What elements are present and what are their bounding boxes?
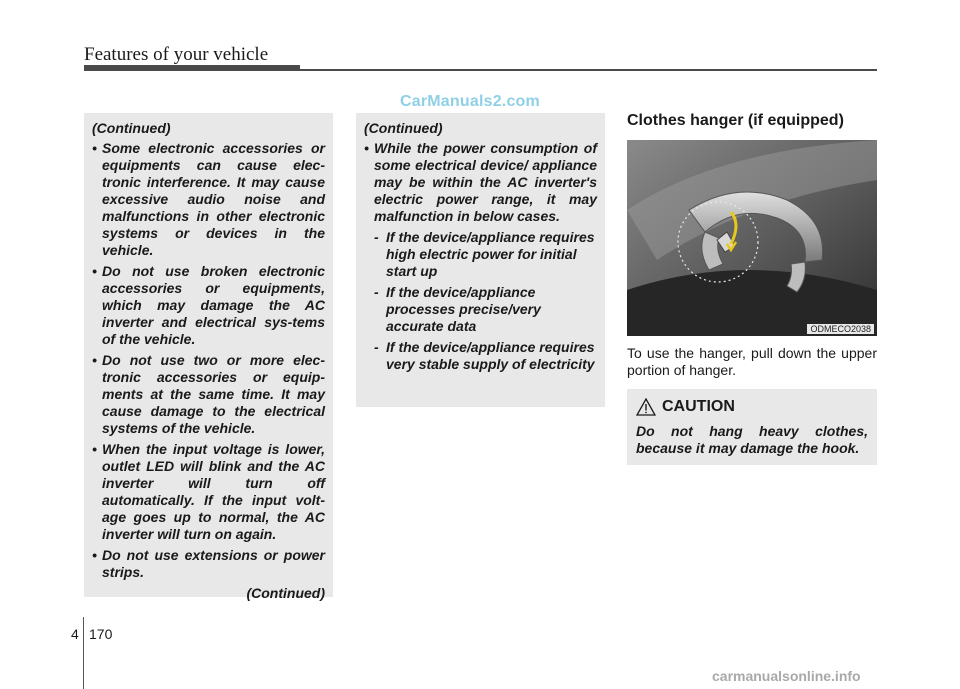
bullet-item: • Do not use two or more elec-tronic accessories or equip-ments at the same time. It may cause damage to the electrical systems of the vehicle. bbox=[92, 352, 325, 437]
sub-item bbox=[364, 229, 597, 280]
figure-caption: ODMECO2038 bbox=[807, 324, 874, 334]
continued-box-left bbox=[84, 113, 333, 601]
caution-title: CAUTION bbox=[662, 398, 735, 415]
page-number: 170 bbox=[89, 626, 113, 642]
section-title: Clothes hanger (if equipped) bbox=[627, 112, 844, 129]
sub-item-text: If the device/appliance requires very stable supply of electricity bbox=[386, 339, 595, 372]
chapter-number: 4 bbox=[71, 626, 79, 642]
continued-label-top: (Continued) bbox=[364, 120, 443, 136]
clothes-hanger-figure bbox=[627, 140, 877, 336]
continued-label-bottom: (Continued) bbox=[246, 585, 325, 601]
header-rule-thick bbox=[84, 65, 300, 71]
bullet-item: • While the power consumption of some electrical device/ appliance may be within the AC inverter's electric power range, it may malfunction in below cases. bbox=[364, 140, 597, 225]
bullet-item: • When the input voltage is lower, outlet LED will blink and the AC inverter will turn off automatically. If the input volt-age goes up to normal, the AC inverter will turn on again. bbox=[92, 441, 325, 543]
hanger-illustration bbox=[627, 140, 877, 336]
continued-label-top: (Continued) bbox=[92, 120, 171, 136]
sub-item-text: If the device/appliance processes precise/very accurate data bbox=[386, 284, 541, 334]
header-rule-thin bbox=[300, 69, 877, 71]
caution-header bbox=[636, 395, 868, 419]
page-number-divider bbox=[83, 617, 84, 689]
bullet-item: • Do not use broken electronic accessories or equipments, which may damage the AC inverter and electrical sys-tems of the vehicle. bbox=[92, 263, 325, 348]
caution-box bbox=[627, 389, 877, 465]
caution-text: Do not hang heavy clothes, because it may damage the hook. bbox=[636, 423, 868, 456]
continued-box-middle bbox=[356, 113, 605, 407]
sub-item-text: If the device/appliance requires high electric power for initial start up bbox=[386, 229, 595, 279]
bullet-item: • Some electronic accessories or equipments can cause elec-tronic interference. It may cause excessive audio noise and malfunctions in other electronic systems or devices in the vehicle. bbox=[92, 140, 325, 259]
watermark-bottom[interactable]: carmanualsonline.info bbox=[712, 668, 861, 684]
dash-marker: - bbox=[374, 229, 379, 245]
dash-marker: - bbox=[374, 339, 379, 355]
warning-triangle-icon bbox=[636, 398, 656, 416]
dash-marker: - bbox=[374, 284, 379, 300]
sub-item bbox=[364, 339, 597, 373]
section-body-text: To use the hanger, pull down the upper portion of hanger. bbox=[627, 345, 877, 378]
watermark-top[interactable]: CarManuals2.com bbox=[400, 93, 540, 110]
bullet-item: • Do not use extensions or power strips. bbox=[92, 547, 325, 581]
page-header-title: Features of your vehicle bbox=[84, 44, 269, 65]
sub-item bbox=[364, 284, 597, 335]
